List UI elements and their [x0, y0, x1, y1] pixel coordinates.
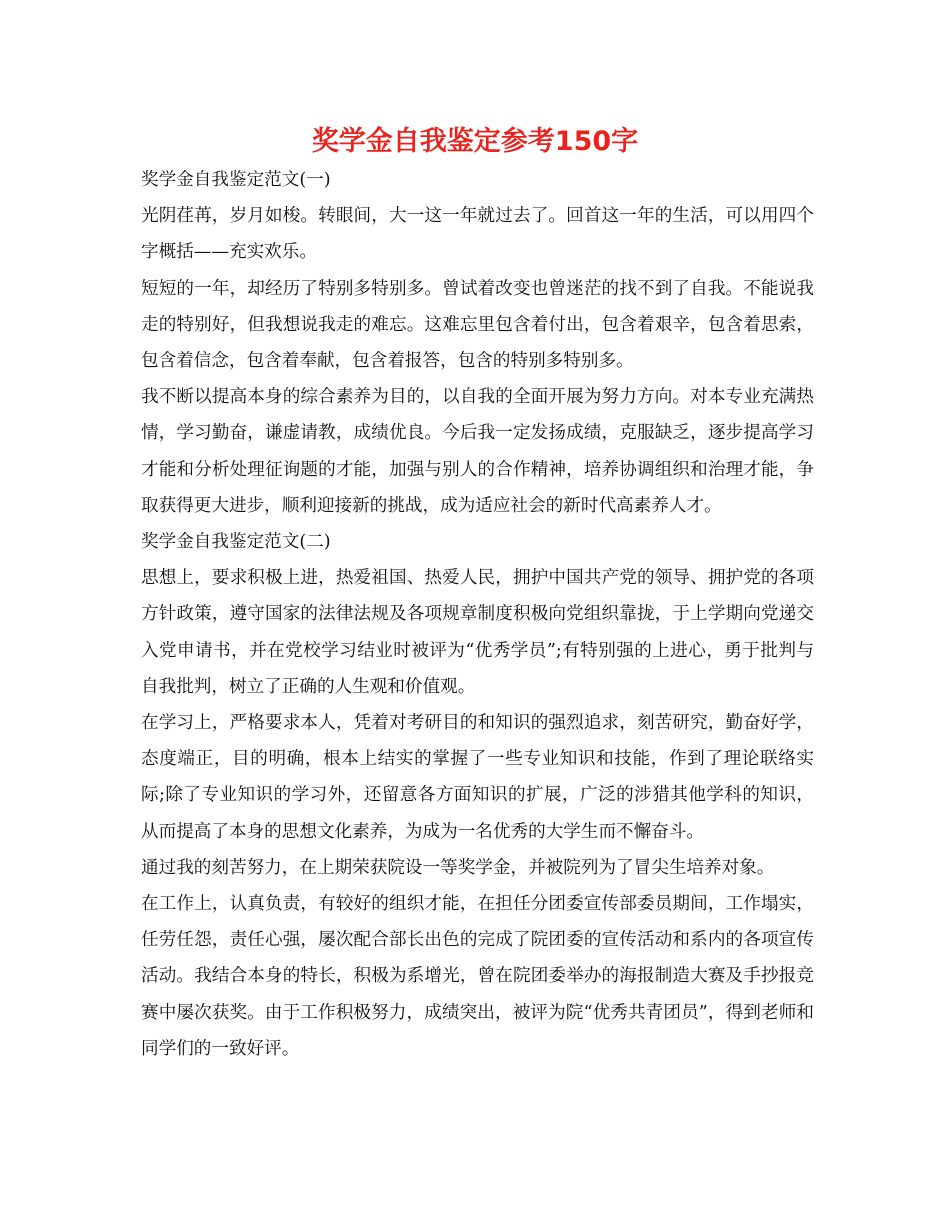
paragraph: 通过我的刻苦努力，在上期荣获院设一等奖学金，并被院列为了冒尖生培养对象。	[141, 857, 775, 878]
paragraph: 光阴荏苒，岁月如梭。转眼间，大一这一年就过去了。回首这一年的生活，可以用四个字概括——充实欢乐。	[141, 206, 814, 263]
paragraph: 短短的一年，却经历了特别多特别多。曾试着改变也曾迷茫的找不到了自我。不能说我走的特别好，但我想说我走的难忘。这难忘里包含着付出，包含着艰辛，包含着思索，包含着信念，包含着奉献，包含着报答，包含的特别多特别多。	[141, 278, 814, 372]
paragraph: 在学习上，严格要求本人，凭着对考研目的和知识的强烈追求，刻苦研究，勤奋好学，态度端正，目的明确，根本上结实的掌握了一些专业知识和技能，作到了理论联络实际;除了专业知识的学习外，还留意各方面知识的扩展，广泛的涉猎其他学科的知识，从而提高了本身的思想文化素养，为成为一名优秀的大学生而不懈奋斗。	[141, 713, 814, 842]
paragraph: 在工作上，认真负责，有较好的组织才能，在担任分团委宣传部委员期间，工作塌实，任劳任怨，责任心强，屡次配合部长出色的完成了院团委的宣传活动和系内的各项宣传活动。我结合本身的特长，积极为系增光，曾在院团委举办的海报制造大赛及手抄报竞赛中屡次获奖。由于工作积极努力，成绩突出，被评为院“优秀共青团员”，得到老师和同学们的一致好评。	[141, 894, 814, 1059]
section-heading-1: 奖学金自我鉴定范文(一)	[141, 170, 331, 190]
section-heading-2: 奖学金自我鉴定范文(二)	[141, 532, 331, 553]
document-title: 奖学金自我鉴定参考150字	[311, 126, 639, 157]
paragraph: 思想上，要求积极上进，热爱祖国、热爱人民，拥护中国共产党的领导、拥护党的各项方针政策，遵守国家的法律法规及各项规章制度积极向党组织靠拢，于上学期向党递交入党申请书，并在党校学习结业时被评为“优秀学员”;有特别强的上进心，勇于批判与自我批判，树立了正确的人生观和价值观。	[141, 568, 814, 697]
paragraph: 我不断以提高本身的综合素养为目的，以自我的全面开展为努力方向。对本专业充满热情，学习勤奋，谦虚请教，成绩优良。今后我一定发扬成绩，克服缺乏，逐步提高学习才能和分析处理征询题的才能，加强与别人的合作精神，培养协调组织和治理才能，争取获得更大进步，顺利迎接新的挑战，成为适应社会的新时代高素养人才。	[141, 387, 814, 516]
document-body	[141, 162, 814, 1067]
